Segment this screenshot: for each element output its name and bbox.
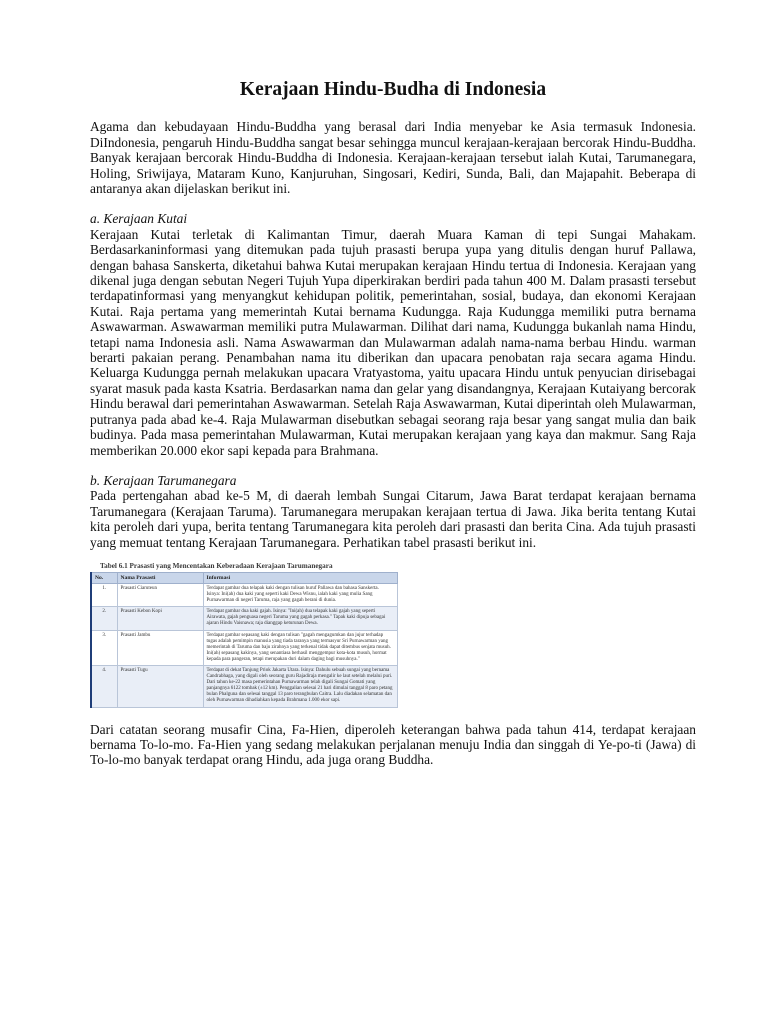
row-no: 1. xyxy=(91,583,117,606)
section-a-body: Kerajaan Kutai terletak di Kalimantan Timur, daerah Muara Kaman di tepi Sungai Mahakam. Berdasarkaninformasi yang ditemukan pada tujuh prasasti berupa yupa yang ditulis dengan huruf Pallawa, dengan bahasa Sanskerta, diketahui bahwa Kutai merupakan kerajaan Hindu tertua di Indonesia. Kerajaan yang dikenal juga dengan sebutan Negeri Tujuh Yupa diperkirakan berdiri pada tahun 400 M. Dalam prasasti tersebut terdapatinformasi yang menyangkut kehidupan politik, pemerintahan, sosial, budaya, dan ekonomi Kerajaan Kutai. Raja pertama yang memerintah Kutai bernama Kudungga. Raja Kudungga memiliki putra bernama Aswawarman. Aswawarman memiliki putra Mulawarman. Dilihat dari nama, Kudungga bukanlah nama Hindu, tetapi nama Indonesia asli. Nama Aswawarman dan Mulawarman adalah nama-nama berbau Hindu. warman berarti pakaian perang. Penambahan nama itu diberikan dan upacara penobatan raja secara agama Hindu. Keluarga Kudungga pernah melakukan upacara Vratyastoma, yaitu upacara Hindu untuk penyucian dirisebagai syarat masuk pada kasta Ksatria. Berdasarkan nama dan gelar yang disandangnya, Kerajaan Kutaiyang bercorak Hindu berawal dari pemerintahan Aswawarman. Setelah Raja Aswawarman, Kutai diperintah oleh Mulawarman, putranya pada abad ke-4. Raja Mulawarman disebutkan sebagai seorang raja besar yang sangat mulia dan baik budinya. Pada masa pemerintahan Mulawarman, Kutai merupakan kerajaan yang kaya dan makmur. Sang Raja memberikan 20.000 ekor sapi kepada para Brahmana. xyxy=(90,226,696,458)
row-info: Terdapat gambar dua telapak kaki dengan tulisan huruf Pallawa dan bahasa Sanskerta. Isinya: Ini(ah) dua kaki yang seperti kaki Dewa Wisnu, ialah kaki yang mulia Sang Purnawarman di negeri Taruma, raja yang gagah berani di dunia. xyxy=(203,583,397,606)
table-row xyxy=(91,665,397,707)
row-name: Prasasti Jambu xyxy=(117,630,203,665)
header-no: No. xyxy=(91,572,117,583)
table-row xyxy=(91,607,397,630)
table-row xyxy=(91,630,397,665)
section-b-body: Pada pertengahan abad ke-5 M, di daerah lembah Sungai Citarum, Jawa Barat terdapat kerajaan bernama Tarumanegara (Kerajaan Taruma). Tarumanegara merupakan kerajaan tertua di Jawa. Jika berita tentang Kutai kita peroleh dari yupa, berita tentang Tarumanegara kita peroleh dari prasasti dan berita Cina. Ada tujuh prasasti yang memuat tentang Kerajaan Tarumanegara. Perhatikan tabel prasasti berikut ini. xyxy=(90,488,696,550)
row-name: Prasasti Kebon Kopi xyxy=(117,607,203,630)
row-info: Terdapat gambar sepasang kaki dengan tulisan "gagah mengagumkan dan jujur terhadap tugas adalah pemimpin manusia yang tiada taranya yang termasyur Sri Purnawarman yang memerintah di Taruma dan baju zirahnya yang terkenal tidak dapat ditembus senjata musuh. Ini(ah) sepasang kakinya, yang senantiasa berhasil menggempur kota-kota musuh, hormat kepada para pangeran, tetapi merupakan duri dalam daging bagi musuhnya." xyxy=(203,630,397,665)
header-info: Informasi xyxy=(203,572,397,583)
prasasti-table xyxy=(90,572,398,708)
section-b-heading: b. Kerajaan Tarumanegara xyxy=(90,472,237,488)
row-name: Prasasti Tugu xyxy=(117,665,203,707)
header-name: Nama Prasasti xyxy=(117,572,203,583)
row-no: 3. xyxy=(91,630,117,665)
intro-paragraph: Agama dan kebudayaan Hindu-Buddha yang berasal dari India menyebar ke Asia termasuk Indonesia. DiIndonesia, pengaruh Hindu-Buddha sangat besar sehingga muncul kerajaan-kerajaan bercorak Hindu-Buddha. Banyak kerajaan bercorak Hindu-Buddha di Indonesia. Kerajaan-kerajaan tersebut ialah Kutai, Tarumanegara, Holing, Sriwijaya, Mataram Kuno, Kanjuruhan, Singosari, Kediri, Sunda, Bali, dan Majapahit. Beberapa di antaranya akan dijelaskan berikut ini. xyxy=(90,119,696,197)
row-name: Prasasti Ciaruteun xyxy=(117,583,203,606)
row-no: 2. xyxy=(91,607,117,630)
row-no: 4. xyxy=(91,665,117,707)
closing-paragraph: Dari catatan seorang musafir Cina, Fa-Hien, diperoleh keterangan bahwa pada tahun 414, terdapat kerajaan bernama To-lo-mo. Fa-Hien yang sedang melakukan perjalanan menuju India dan singgah di Ye-po-ti (Jawa) di To-lo-mo banyak terdapat orang Hindu, ada juga orang Buddha. xyxy=(90,721,696,768)
prasasti-table-figure xyxy=(90,562,396,708)
section-a-heading: a. Kerajaan Kutai xyxy=(90,211,188,227)
document-page xyxy=(90,78,696,768)
document-title: Kerajaan Hindu-Budha di Indonesia xyxy=(239,79,547,100)
table-header-row xyxy=(91,572,397,583)
table-row xyxy=(91,583,397,606)
row-info: Terdapat gambar dua kaki gajah. Isinya: "Ini(ah) dua telapak kaki gajah yang seperti Airawata, gajah penguasa negeri Taruma yang gagah perkasa." Tapak kaki dipuja sebagai ajaran Hindu Vaisnawa; raja dianggap keturunan Dewa. xyxy=(203,607,397,630)
row-info: Terdapat di dekat Tanjung Priok Jakarta Utara. Isinya: Dahulu sebuah sungai yang bernama Candrabhaga, yang digali oleh seorang guru Rajadiraja mengalir ke laut setelah melalui puri. Dari tahun ke-22 masa pemerintahan Purnawarman telah digali Sungai Gomati yang panjangnya 6122 tombak (±12 km). Penggalian selesai 21 hari dimulai tanggal 8 paro petang bulan Phalguna dan selesai tanggal 13 paro terangbulan Caitra. Lalu diadakan selamatan dan oleh Purnawarman dihadiahkan kepada Brahmana 1.000 ekor sapi. xyxy=(203,665,397,707)
table-caption: Tabel 6.1 Prasasti yang Mencentakan Keberadaan Kerajaan Tarumanegara xyxy=(100,561,333,570)
